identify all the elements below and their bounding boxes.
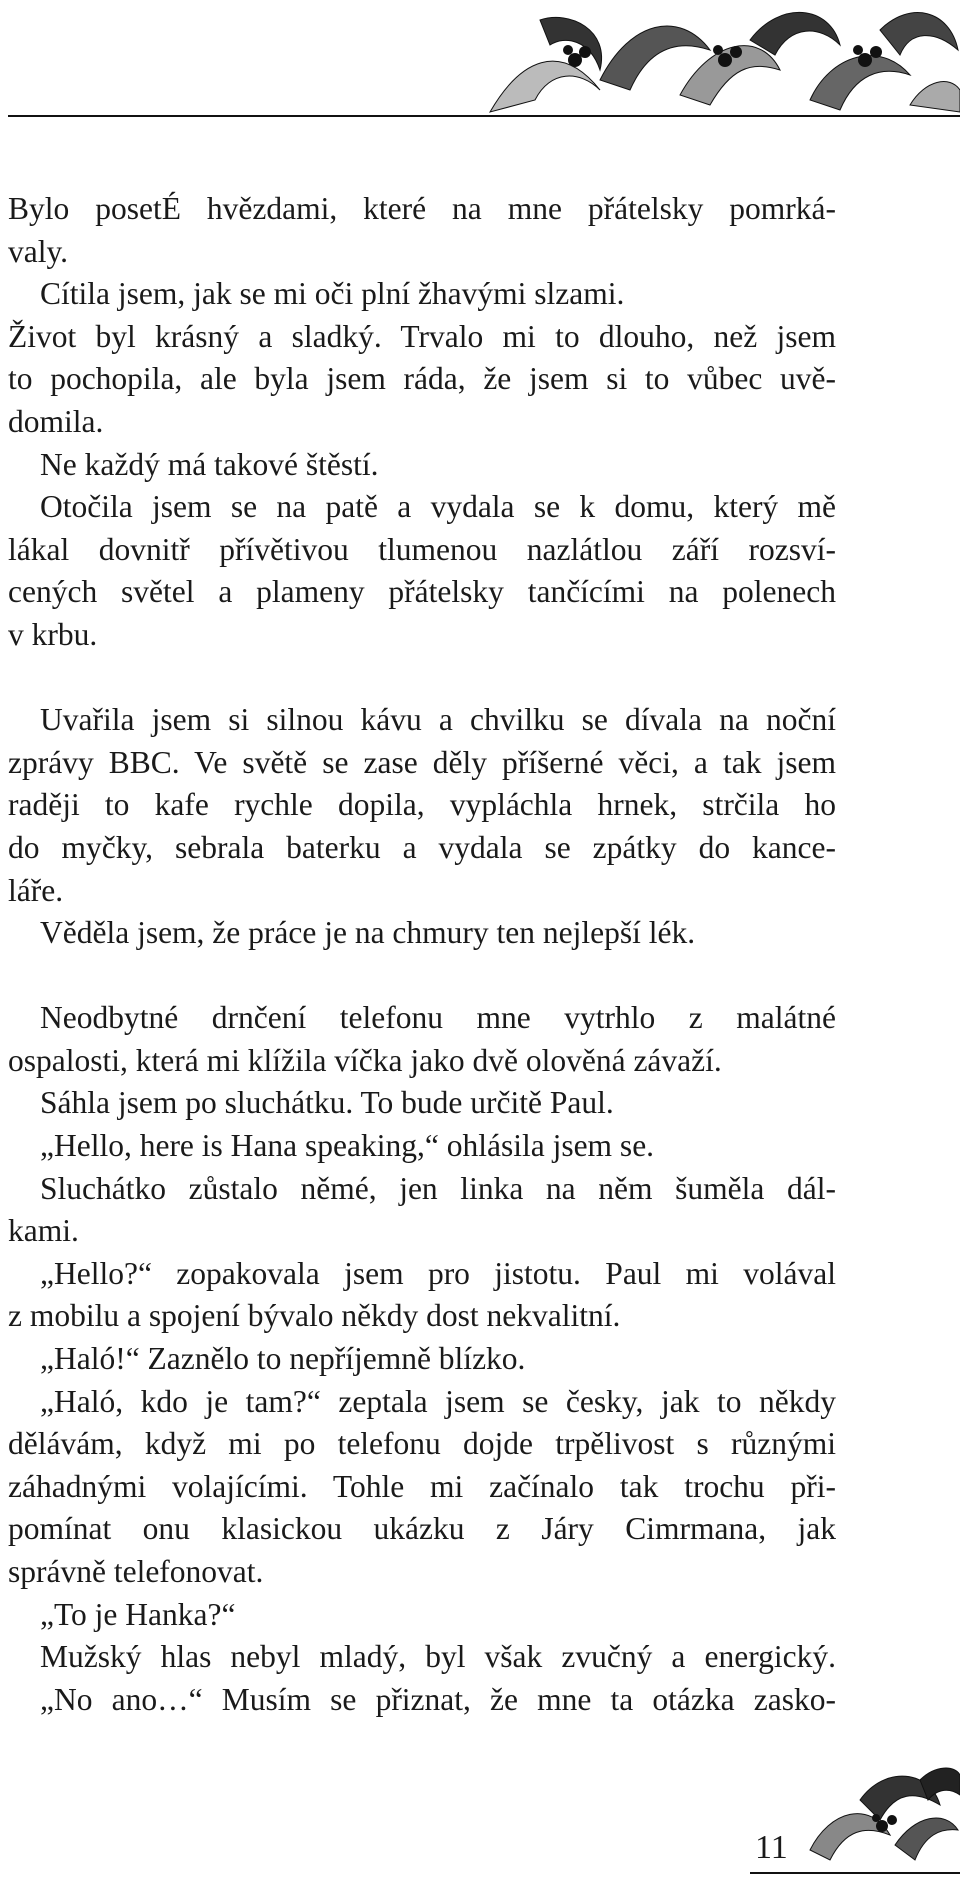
text-line: správně telefonovat. xyxy=(8,1554,264,1589)
text-line: lákal dovnitř přívětivou tlumenou nazlátlou září rozsví- xyxy=(8,531,836,567)
text-line: „Hello, here is Hana speaking,“ ohlásila jsem se. xyxy=(40,1128,655,1164)
header-rule xyxy=(8,115,960,117)
text-line: cených světel a plameny přátelsky tančícími na polenech xyxy=(8,574,836,610)
text-line: zprávy BBC. Ve světě se zase děly příšerné věci, a tak jsem xyxy=(8,744,836,780)
text-line: Sáhla jsem po sluchátku. To bude určitě Paul. xyxy=(40,1085,614,1121)
text-line: raději to kafe rychle dopila, vypláchla hrnek, strčila ho xyxy=(8,787,836,823)
text-line: to pochopila, ale byla jsem ráda, že jsem si to vůbec uvě- xyxy=(8,361,836,397)
text-line: Život byl krásný a sladký. Trvalo mi to dlouho, než jsem xyxy=(8,318,836,354)
text-line: Otočila jsem se na patě a vydala se k domu, který mě xyxy=(40,489,836,525)
text-line: „To je Hanka?“ xyxy=(40,1596,236,1632)
body-text xyxy=(8,188,836,1721)
text-line: valy. xyxy=(8,233,69,269)
text-line: Bylo posetÉ hvězdami, které na mne přátelsky pomrká- xyxy=(8,191,836,226)
page-number: 11 xyxy=(755,1829,788,1866)
text-line: Věděla jsem, že práce je na chmury ten nejlepší lék. xyxy=(40,915,696,951)
text-line: „Hello?“ zopakovala jsem pro jistotu. Paul mi volával xyxy=(40,1255,836,1291)
text-line: Cítila jsem, jak se mi oči plní žhavými slzami. xyxy=(40,276,625,312)
text-line: z mobilu a spojení bývalo někdy dost nekvalitní. xyxy=(8,1298,621,1334)
text-line: v krbu. xyxy=(8,616,98,652)
text-line: „Haló, kdo je tam?“ zeptala jsem se česky, jak to někdy xyxy=(40,1383,836,1419)
paragraph-gap xyxy=(8,657,836,700)
text-line: „Haló!“ Zaznělo to nepříjemně blízko. xyxy=(40,1341,526,1377)
text-line: dělávám, když mi po telefonu dojde trpělivost s různými xyxy=(8,1426,836,1462)
text-line: láře. xyxy=(8,872,64,908)
text-line: ospalosti, která mi klížila víčka jako dvě olověná závaží. xyxy=(8,1042,722,1078)
text-line: Sluchátko zůstalo němé, jen linka na něm šuměla dál- xyxy=(40,1170,836,1206)
paragraph-gap xyxy=(8,955,836,998)
holly-branch-icon xyxy=(800,1760,960,1870)
text-line: Ne každý má takové štěstí. xyxy=(40,446,379,482)
text-line: „No ano…“ Musím se přiznat, že mne ta otázka zasko- xyxy=(40,1681,836,1717)
text-line: Neodbytné drnčení telefonu mne vytrhlo z malátné xyxy=(40,1000,836,1036)
text-line: Mužský hlas nebyl mladý, byl však zvučný a energický. xyxy=(40,1639,836,1675)
text-line: do myčky, sebrala baterku a vydala se zpátky do kance- xyxy=(8,829,836,865)
text-line: kami. xyxy=(8,1213,79,1249)
holly-branch-icon xyxy=(480,0,960,118)
page-number-rule xyxy=(750,1872,960,1874)
text-line: záhadnými volajícími. Tohle mi začínalo tak trochu při- xyxy=(8,1468,836,1504)
text-line: Uvařila jsem si silnou kávu a chvilku se dívala na noční xyxy=(40,702,836,738)
text-line: pomínat onu klasickou ukázku z Járy Cimrmana, jak xyxy=(8,1511,836,1547)
text-line: domila. xyxy=(8,403,104,439)
